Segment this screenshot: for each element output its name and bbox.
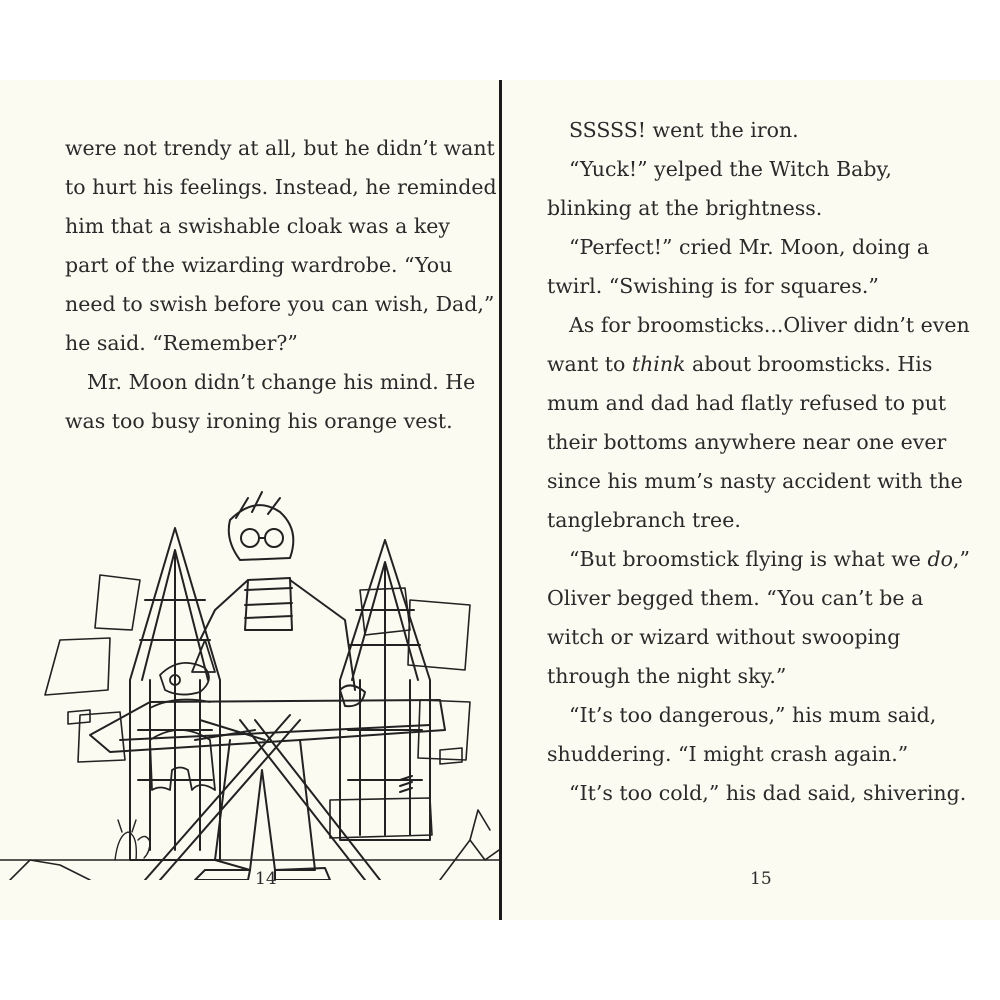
small-creatures (115, 820, 150, 860)
ironing-board (90, 700, 445, 880)
text-line: to hurt his feelings. Instead, he reminded (65, 175, 497, 199)
italic-word: do (927, 547, 953, 571)
left-page-text (65, 129, 497, 441)
witch-baby-figure (150, 640, 215, 708)
text-line: tanglebranch tree. (547, 508, 741, 532)
illustration-mr-moon-ironing (0, 440, 499, 880)
text-line: were not trendy at all, but he didn’t want (65, 136, 495, 160)
text-line: their bottoms anywhere near one ever (547, 430, 947, 454)
book-spread (0, 80, 1000, 920)
text-line: Oliver begged them. “You can’t be a (547, 586, 924, 610)
text-line: him that a swishable cloak was a key (65, 214, 450, 238)
text-line: was too busy ironing his orange vest. (65, 409, 453, 433)
text-line: “Yuck!” yelped the Witch Baby, (569, 157, 892, 181)
text-line: SSSSS! went the iron. (569, 118, 799, 142)
text-line (547, 540, 987, 579)
text-line: “It’s too dangerous,” his mum said, (569, 703, 937, 727)
text-run: want to (547, 352, 632, 376)
page-number: 15 (750, 869, 772, 889)
right-page-text (547, 111, 987, 813)
text-line (547, 345, 987, 384)
text-line: mum and dad had flatly refused to put (547, 391, 947, 415)
right-tower-window (340, 540, 430, 840)
right-page (503, 80, 1000, 920)
text-line: “It’s too cold,” his dad said, shivering. (569, 781, 967, 805)
text-line: twirl. “Swishing is for squares.” (547, 274, 879, 298)
text-run: ,” (952, 547, 970, 571)
left-page (0, 80, 499, 920)
italic-word: think (631, 352, 686, 376)
text-line: Mr. Moon didn’t change his mind. He (87, 370, 476, 394)
text-line: blinking at the brightness. (547, 196, 823, 220)
text-line: through the night sky.” (547, 664, 787, 688)
text-line: “Perfect!” cried Mr. Moon, doing a (569, 235, 930, 259)
text-line: he said. “Remember?” (65, 331, 298, 355)
text-line: since his mum’s nasty accident with the (547, 469, 963, 493)
text-line: shuddering. “I might crash again.” (547, 742, 909, 766)
text-run: about broomsticks. His (685, 352, 933, 376)
text-line: need to swish before you can wish, Dad,” (65, 292, 495, 316)
book-gutter (499, 80, 502, 920)
building-blocks (45, 575, 470, 838)
page-number: 14 (255, 869, 277, 889)
text-line: As for broomsticks...Oliver didn’t even (569, 313, 970, 337)
text-line: part of the wizarding wardrobe. “You (65, 253, 453, 277)
text-run: “But broomstick flying is what we (569, 547, 928, 571)
text-line: witch or wizard without swooping (547, 625, 901, 649)
